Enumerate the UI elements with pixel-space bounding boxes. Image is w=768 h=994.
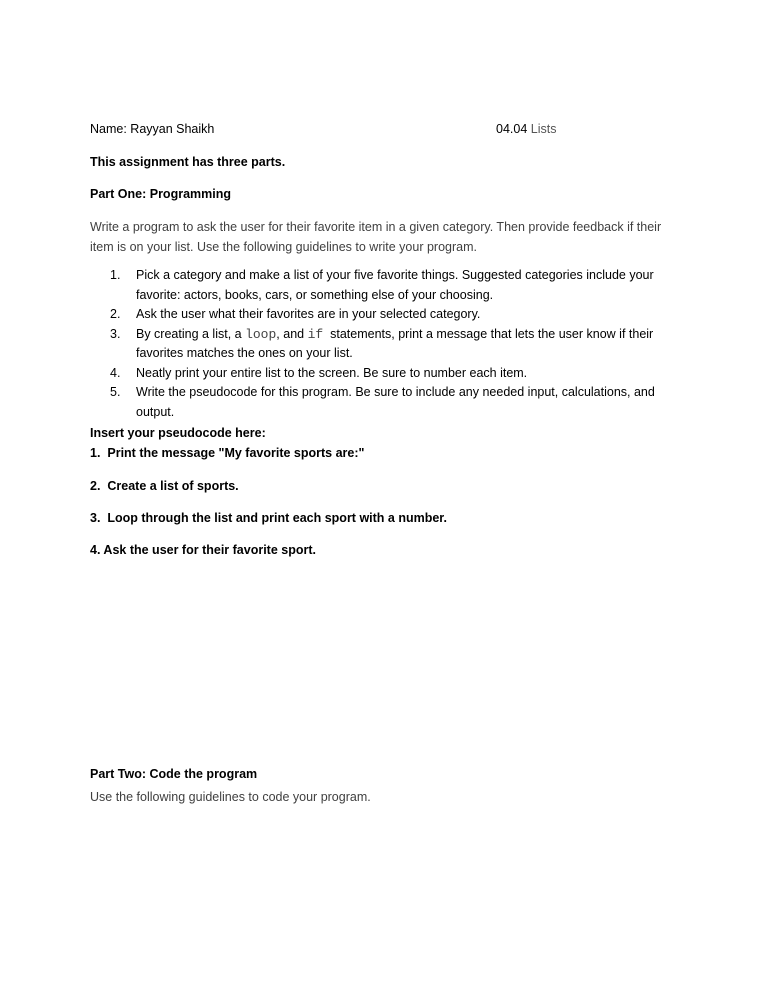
list-item-number: 4. — [110, 365, 121, 380]
pseudocode-line: 2. Create a list of sports. — [90, 479, 239, 493]
list-item-text: Neatly print your entire list to the screen. Be sure to number each item. — [136, 365, 528, 380]
course-number: 04.04 — [496, 122, 528, 136]
pseudocode-line: 4. Ask the user for their favorite sport. — [90, 543, 316, 557]
list-item — [90, 364, 680, 384]
list-item — [90, 305, 680, 325]
guidelines-list — [90, 266, 680, 422]
student-name: Name: Rayyan Shaikh — [90, 122, 215, 136]
list-item-number: 2. — [110, 307, 121, 321]
pseudocode-label: Insert your pseudocode here: — [90, 426, 266, 440]
list-item-number: 3. — [110, 326, 121, 341]
assignment-intro: This assignment has three parts. — [90, 155, 286, 169]
list-item — [90, 383, 680, 422]
list-item-number: 5. — [110, 385, 121, 399]
course-title: Lists — [530, 122, 557, 136]
course-label — [496, 122, 556, 136]
pseudocode-line: 1. Print the message "My favorite sports are:" — [90, 446, 365, 460]
list-item-text-middle: , and — [276, 326, 308, 341]
list-item-text: Pick a category and make a list of your five favorite things. Suggested categories include your favorite: actors, books, cars, or something else of your choosing. — [136, 268, 654, 302]
part-two-heading: Part Two: Code the program — [90, 767, 258, 781]
list-item — [90, 266, 680, 305]
list-item-text-before: By creating a list, a — [136, 326, 246, 341]
list-item-text: Ask the user what their favorites are in your selected category. — [136, 307, 481, 321]
part-two-description: Use the following guidelines to code your program. — [90, 790, 371, 804]
list-item — [90, 325, 680, 364]
part-one-heading: Part One: Programming — [90, 187, 231, 201]
document-page — [90, 0, 690, 994]
code-if: if — [307, 326, 324, 342]
list-item-text-after: statements, print a message that lets the user know if their favorites matches the ones on your list. — [136, 326, 657, 360]
list-item-number: 1. — [110, 268, 121, 282]
pseudocode-line: 3. Loop through the list and print each sport with a number. — [90, 511, 447, 525]
list-item-text: Write the pseudocode for this program. Be sure to include any needed input, calculations, and output. — [136, 385, 655, 419]
code-loop: loop — [245, 326, 277, 342]
part-one-description: Write a program to ask the user for their favorite item in a given category. Then provide feedback if their item is on your list. Use the following guidelines to write your program. — [90, 220, 662, 254]
document-header — [90, 122, 690, 140]
